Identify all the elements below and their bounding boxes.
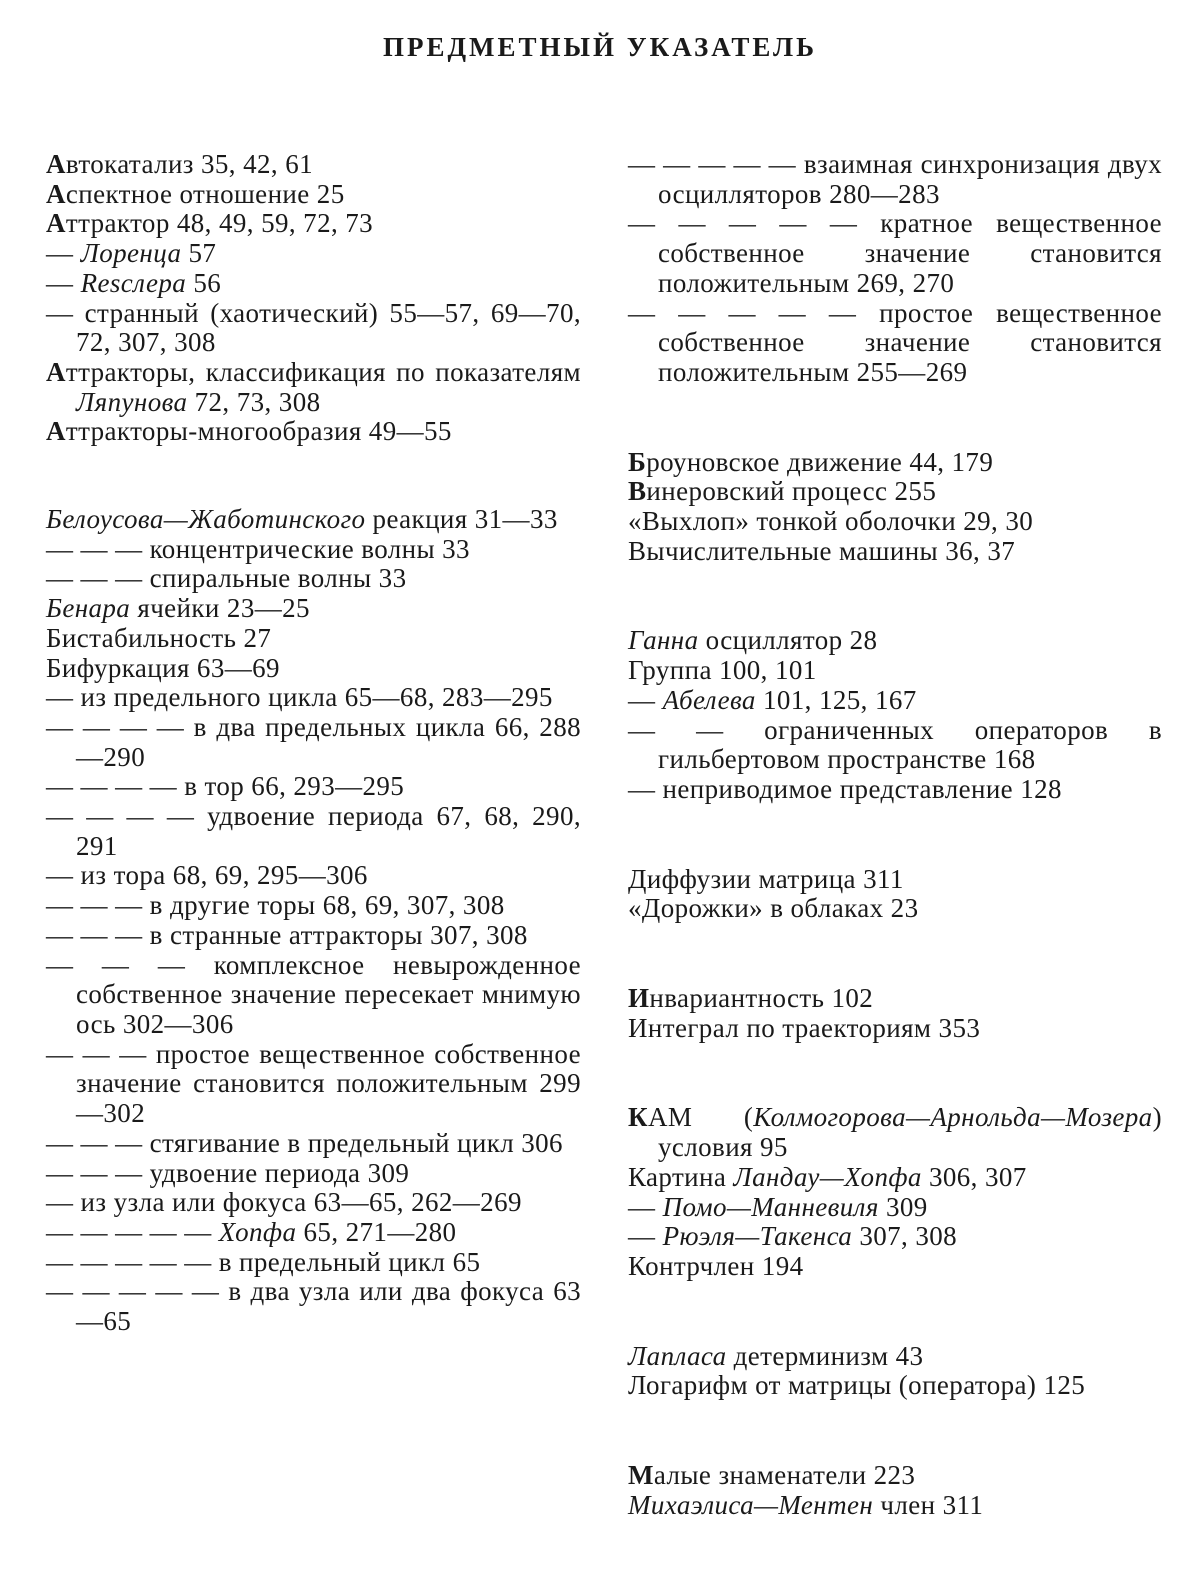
- index-entry-text: детерминизм 43: [726, 1340, 924, 1371]
- index-group: [628, 150, 1162, 388]
- index-entry-text: 306, 307: [921, 1161, 1027, 1192]
- index-entry-text: — — — спиральные волны 33: [46, 563, 407, 594]
- index-entry-italic: Ландау—Хопфа: [733, 1161, 922, 1192]
- index-entry-text: — — — в другие торы 68, 69, 307, 308: [46, 890, 505, 921]
- index-entry-text: Интеграл по траекториям 353: [628, 1012, 981, 1043]
- index-entry-text: АМ (: [647, 1102, 754, 1133]
- index-entry-text: Группа 100, 101: [628, 655, 817, 686]
- index-entry: [628, 507, 1162, 537]
- index-entry: [628, 716, 1162, 775]
- index-group: [46, 150, 581, 447]
- index-entry: [46, 861, 581, 891]
- index-entry-text: алые знаменатели 223: [653, 1460, 916, 1491]
- index-entry-text: член 311: [873, 1489, 984, 1520]
- index-group: [628, 984, 1162, 1043]
- index-entry-text: 56: [186, 267, 222, 298]
- index-entry-text: —: [46, 267, 81, 298]
- index-entry: [46, 269, 581, 299]
- index-entry-text: А: [46, 416, 66, 447]
- index-entry-text: Диффузии матрица 311: [628, 863, 904, 894]
- index-entry-text: К: [628, 1102, 648, 1133]
- index-entry-text: — — — — — взаимная синхронизация двух осцилляторов 280—283: [628, 149, 1162, 209]
- index-entry: [628, 1342, 1162, 1372]
- index-entry-italic: Белоусова—Жаботинского: [46, 504, 366, 535]
- index-entry: [628, 209, 1162, 298]
- index-entry-text: ттракторы-многообразия 49—55: [65, 416, 452, 447]
- index-entry: [628, 477, 1162, 507]
- index-entry-text: А: [46, 178, 66, 209]
- index-entry: [628, 1222, 1162, 1252]
- index-entry: [628, 1371, 1162, 1401]
- index-entry-italic: Хопфа: [218, 1216, 297, 1247]
- index-entry: [46, 1040, 581, 1129]
- index-entry-text: — из тора 68, 69, 295—306: [46, 860, 368, 891]
- index-entry-text: Логарифм от матрицы (оператора) 125: [628, 1370, 1086, 1401]
- index-entry: [628, 984, 1162, 1014]
- index-entry: [46, 505, 581, 535]
- index-group: [628, 1103, 1162, 1281]
- index-entry-italic: Resслера: [80, 267, 187, 298]
- index-entry: [46, 802, 581, 861]
- page-title: ПРЕДМЕТНЫЙ УКАЗАТЕЛЬ: [382, 32, 818, 62]
- index-entry-text: —: [628, 1191, 663, 1222]
- index-column-right: [628, 150, 1162, 1581]
- index-entry-text: 72, 73, 308: [187, 386, 321, 417]
- index-entry-text: 101, 125, 167: [755, 684, 917, 715]
- index-entry-text: А: [46, 356, 66, 387]
- index-entry-italic: Колмогорова—Арнольда—Мозера: [753, 1102, 1153, 1133]
- index-entry: [628, 1163, 1162, 1193]
- index-entry-text: — — — — — в два узла или два фокуса 63—65: [46, 1276, 581, 1337]
- index-entry: [628, 656, 1162, 686]
- index-entry-text: 65, 271—280: [296, 1216, 457, 1247]
- index-entry-text: — — — удвоение периода 309: [46, 1157, 410, 1188]
- index-entry-italic: Бенара: [46, 593, 131, 624]
- index-entry-text: — — — — в тор 66, 293—295: [46, 771, 405, 802]
- index-entry: [46, 180, 581, 210]
- index-entry: [628, 865, 1162, 895]
- index-entry-text: Бифуркация 63—69: [46, 652, 280, 683]
- index-entry-text: втокатализ 35, 42, 61: [65, 149, 314, 179]
- index-entry-text: «Дорожки» в облаках 23: [628, 893, 919, 924]
- index-column-left: [46, 150, 581, 1395]
- index-entry-text: Картина: [628, 1161, 734, 1192]
- index-entry-text: спектное отношение 25: [65, 178, 345, 209]
- index-entry-italic: Ганна: [628, 625, 699, 656]
- index-entry-text: М: [628, 1460, 654, 1491]
- index-entry-text: роуновское движение 44, 179: [646, 446, 994, 477]
- index-entry-text: А: [46, 208, 66, 239]
- index-entry-text: — — — простое вещественное собственное значение становится положительным 299—302: [46, 1038, 581, 1129]
- index-entry: [46, 209, 581, 239]
- index-entry: [46, 358, 581, 417]
- index-entry-text: — странный (хаотический) 55—57, 69—70, 72, 307, 308: [46, 297, 581, 358]
- index-entry: [46, 951, 581, 1040]
- index-group: [628, 1461, 1162, 1520]
- index-entry-text: В: [628, 476, 647, 507]
- index-entry: [628, 1014, 1162, 1044]
- index-entry-text: «Выхлоп» тонкой оболочки 29, 30: [628, 506, 1034, 537]
- index-entry: [46, 1188, 581, 1218]
- index-entry: [628, 894, 1162, 924]
- index-entry-text: — — — комплексное невырожденное собственное значение пересекает мнимую ось 302—306: [46, 949, 581, 1039]
- index-entry: [46, 239, 581, 269]
- index-entry-text: — неприводимое представление 128: [628, 773, 1062, 804]
- index-entry: [628, 686, 1162, 716]
- index-entry-text: Вычислительные машины 36, 37: [628, 535, 1016, 566]
- index-entry-text: —: [46, 238, 81, 269]
- index-entry-text: — — — — — простое вещественное собственное значение становится положительным 255—269: [628, 297, 1162, 387]
- index-entry-italic: Лапласа: [628, 1340, 727, 1371]
- index-entry: [628, 1252, 1162, 1282]
- index-entry: [46, 654, 581, 684]
- index-entry-text: реакция 31—33: [365, 504, 558, 535]
- index-entry-text: ячейки 23—25: [130, 593, 310, 624]
- index-entry: [628, 1193, 1162, 1223]
- index-group: [628, 865, 1162, 924]
- index-entry: [628, 537, 1162, 567]
- index-entry-text: — из предельного цикла 65—68, 283—295: [46, 682, 553, 713]
- index-entry-text: —: [628, 1221, 663, 1252]
- index-entry: [46, 772, 581, 802]
- index-entry-text: — — — — удвоение периода 67, 68, 290, 291: [46, 801, 581, 861]
- index-entry-text: —: [628, 684, 663, 715]
- index-entry-italic: Лоренца: [80, 238, 182, 269]
- index-entry-italic: Абелева: [662, 684, 756, 715]
- index-entry-text: — — — — — кратное вещественное собственное значение становится положительным 269, 270: [628, 208, 1162, 298]
- index-entry-text: 309: [878, 1191, 928, 1222]
- index-group: [628, 1342, 1162, 1401]
- index-entry: [46, 1248, 581, 1278]
- index-entry-text: — — — — — в предельный цикл 65: [46, 1246, 481, 1277]
- index-entry: [628, 775, 1162, 805]
- index-entry-text: — — — стягивание в предельный цикл 306: [46, 1127, 563, 1158]
- index-entry-text: ттракторы, классификация по показателям: [65, 356, 581, 387]
- index-group: [628, 626, 1162, 804]
- index-entry: [46, 713, 581, 772]
- index-entry: [46, 150, 581, 180]
- index-entry-text: — из узла или фокуса 63—65, 262—269: [46, 1187, 522, 1218]
- index-entry: [628, 448, 1162, 478]
- index-entry-text: — — — — —: [46, 1216, 219, 1247]
- index-entry-text: ттрактор 48, 49, 59, 72, 73: [65, 208, 374, 239]
- index-entry-text: нвариантность 102: [649, 983, 874, 1014]
- index-entry-text: А: [46, 149, 66, 179]
- index-entry-italic: Помо—Манневиля: [662, 1191, 879, 1222]
- index-group: [46, 505, 581, 1337]
- index-entry: [46, 417, 581, 447]
- index-entry: [46, 1218, 581, 1248]
- index-entry-text: И: [628, 983, 650, 1014]
- index-entry: [46, 564, 581, 594]
- index-entry-italic: Михаэлиса—Ментен: [628, 1489, 874, 1520]
- index-entry-text: 307, 308: [852, 1221, 958, 1252]
- index-entry: [628, 1461, 1162, 1491]
- index-entry-italic: Рюэля—Такенса: [662, 1221, 853, 1252]
- index-entry: [628, 1103, 1162, 1162]
- index-entry-italic: Ляпунова: [76, 386, 188, 417]
- index-entry: [628, 299, 1162, 388]
- index-entry: [628, 1491, 1162, 1521]
- index-entry: [46, 299, 581, 358]
- index-entry-text: — — — — в два предельных цикла 66, 288—290: [46, 711, 581, 772]
- index-entry: [46, 683, 581, 713]
- index-entry: [46, 921, 581, 951]
- index-group: [628, 448, 1162, 567]
- index-entry: [46, 594, 581, 624]
- index-entry-text: ) условия 95: [658, 1102, 1162, 1163]
- index-entry-text: Бистабильность 27: [46, 622, 272, 653]
- index-entry: [46, 1129, 581, 1159]
- index-entry-text: — — ограниченных операторов в гильбертовом пространстве 168: [628, 714, 1162, 775]
- index-entry: [46, 535, 581, 565]
- index-entry: [46, 1277, 581, 1336]
- index-entry: [628, 150, 1162, 209]
- index-entry: [46, 624, 581, 654]
- index-entry-text: — — — концентрические волны 33: [46, 533, 470, 564]
- index-entry-text: — — — в странные аттракторы 307, 308: [46, 919, 528, 950]
- index-entry-text: Контрчлен 194: [628, 1250, 804, 1281]
- index-entry-text: инеровский процесс 255: [646, 476, 937, 507]
- index-entry-text: 57: [181, 238, 217, 269]
- index-entry: [46, 891, 581, 921]
- index-entry-text: осциллятор 28: [698, 625, 878, 656]
- index-entry-text: Б: [628, 446, 647, 477]
- index-entry: [46, 1159, 581, 1189]
- index-entry: [628, 626, 1162, 656]
